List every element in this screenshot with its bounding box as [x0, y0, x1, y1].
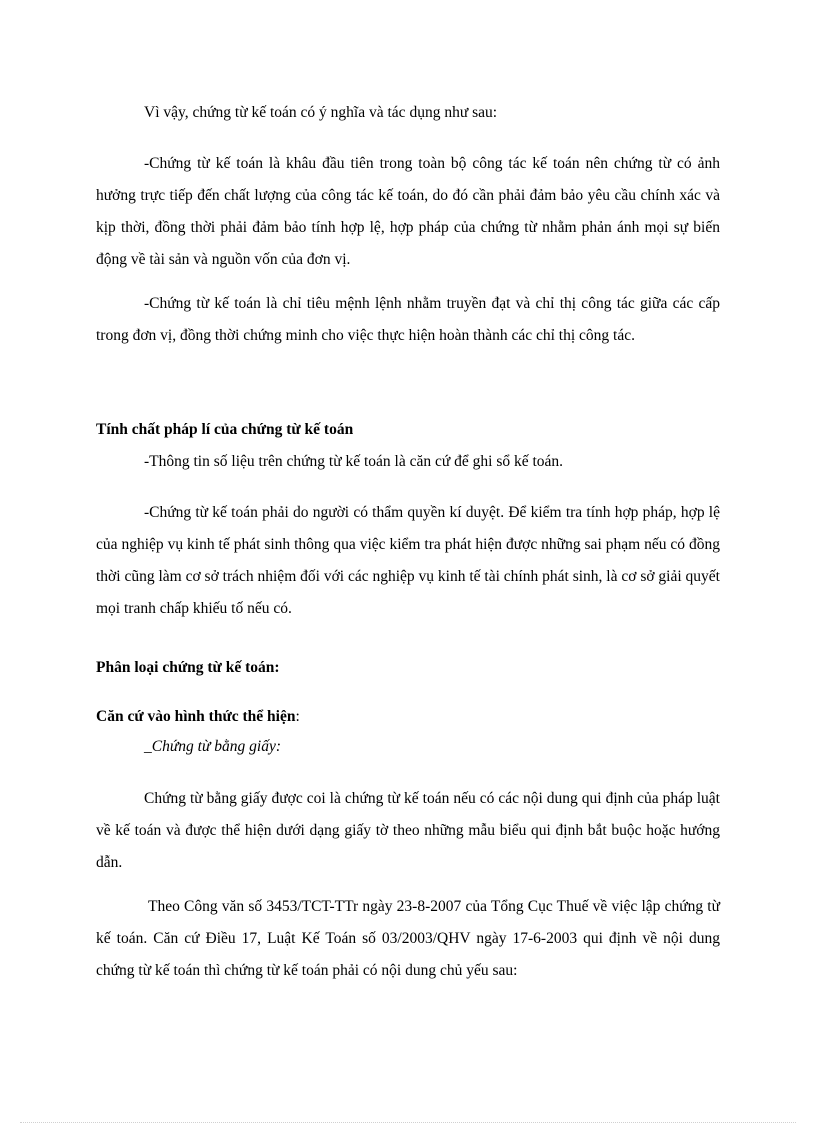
paper-subheading: _Chứng từ bằng giấy: [144, 738, 282, 755]
intro-paragraph: Vì vậy, chứng từ kế toán có ý nghĩa và tác dụng như sau: [144, 104, 498, 121]
legal-item-2: -Chứng từ kế toán phải do người có thẩm quyền kí duyệt. Để kiểm tra tính hợp pháp, hợp lệ của nghiệp vụ kinh tế phát sinh thông qua việc kiểm tra phát hiện được những sai phạm nếu có đồng thời cũng làm cơ sở trách nhiệm đối với các nghiệp vụ kinh tế tài chính phát sinh, là cơ sở giải quyết mọi tranh chấp khiếu tố nếu có. [96, 504, 720, 617]
regulation-paragraph: Theo Công văn số 3453/TCT-TTr ngày 23-8-2007 của Tổng Cục Thuế về việc lập chứng từ kế toán. Căn cứ Điều 17, Luật Kế Toán số 03/2003/QHV ngày 17-6-2003 qui định về nội dung chứng từ kế toán thì chứng từ kế toán phải có nội dung chủ yếu sau: [96, 898, 720, 979]
form-heading [96, 707, 720, 727]
legal-heading: Tính chất pháp lí của chứng từ kế toán [96, 421, 354, 438]
form-heading-text: Căn cứ vào hình thức thể hiện [96, 708, 296, 725]
form-heading-colon: : [295, 708, 300, 725]
classification-heading: Phân loại chứng từ kế toán: [96, 659, 280, 676]
legal-item-1: -Thông tin số liệu trên chứng từ kế toán là căn cứ để ghi sổ kế toán. [144, 453, 564, 470]
meaning-item-1: -Chứng từ kế toán là khâu đầu tiên trong toàn bộ công tác kế toán nên chứng từ có ảnh hưởng trực tiếp đến chất lượng của công tác kế toán, do đó cần phải đảm bảo yêu cầu chính xác và kịp thời, đồng thời phải đảm bảo tính hợp lệ, hợp pháp của chứng từ nhằm phản ánh mọi sự biến động về tài sản và nguồn vốn của đơn vị. [96, 155, 720, 268]
meaning-item-2: -Chứng từ kế toán là chỉ tiêu mệnh lệnh nhằm truyền đạt và chỉ thị công tác giữa các cấp trong đơn vị, đồng thời chứng minh cho việc thực hiện hoàn thành các chỉ thị công tác. [96, 295, 720, 344]
paper-paragraph: Chứng từ bằng giấy được coi là chứng từ kế toán nếu có các nội dung qui định của pháp luật về kế toán và được thể hiện dưới dạng giấy tờ theo những mẫu biểu qui định bắt buộc hoặc hướng dẫn. [96, 790, 720, 871]
